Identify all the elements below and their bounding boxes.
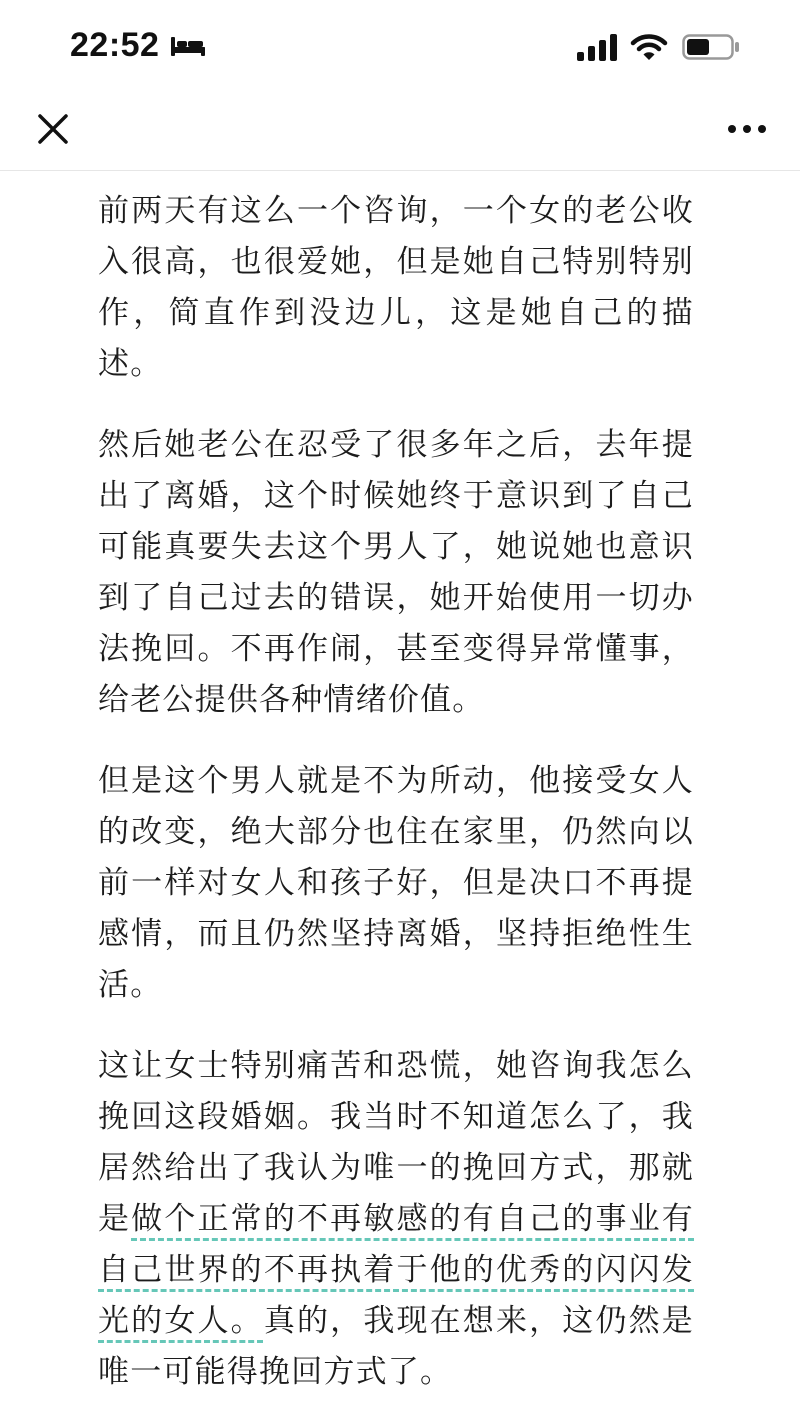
more-icon[interactable] [724,110,770,150]
paragraph-3: 但是这个男人就是不为所动，他接受女人的改变，绝大部分也住在家里，仍然向以前一样对女人和孩子好，但是决口不再提感情，而且仍然坚持离婚，坚持拒绝性生活。 [98,763,694,1003]
highlighted-text[interactable]: 做个正常的不再敏感的有自己的事业有自己世界的不再执着于他的优秀的闪闪发光的女人。 [98,1201,694,1339]
wifi-icon [630,32,668,62]
signal-icon [577,34,617,62]
paragraph-4-text: 这让女士特别痛苦和恐慌，她咨询我怎么挽回这段婚姻。我当时不知道怎么了，我居然给出了我认为唯一的挽回方式，那就是 [98,1048,694,1237]
close-icon[interactable] [34,110,74,150]
status-time: 22:52 [70,26,160,64]
bed-icon [170,34,206,58]
paragraph-4-end: 真的，我现在想来，这仍然是唯一可能得挽回方式了。 [98,1303,694,1390]
paragraph-2: 然后她老公在忍受了很多年之后，去年提出了离婚，这个时候她终于意识到了自己可能真要失去这个男人了，她说她也意识到了自己过去的错误，她开始使用一切办法挽回。不再作闹，甚至变得异常懂事，给老公提供各种情绪价值。 [98,427,694,718]
paragraph-1: 前两天有这么一个咨询，一个女的老公收入很高，也很爱她，但是她自己特别特别作，简直作到没边儿，这是她自己的描述。 [98,193,694,382]
article-body [98,186,694,1428]
nav-bar [0,90,800,171]
status-bar [0,0,800,90]
paragraph-4 [98,1041,694,1398]
battery-icon [682,34,740,60]
